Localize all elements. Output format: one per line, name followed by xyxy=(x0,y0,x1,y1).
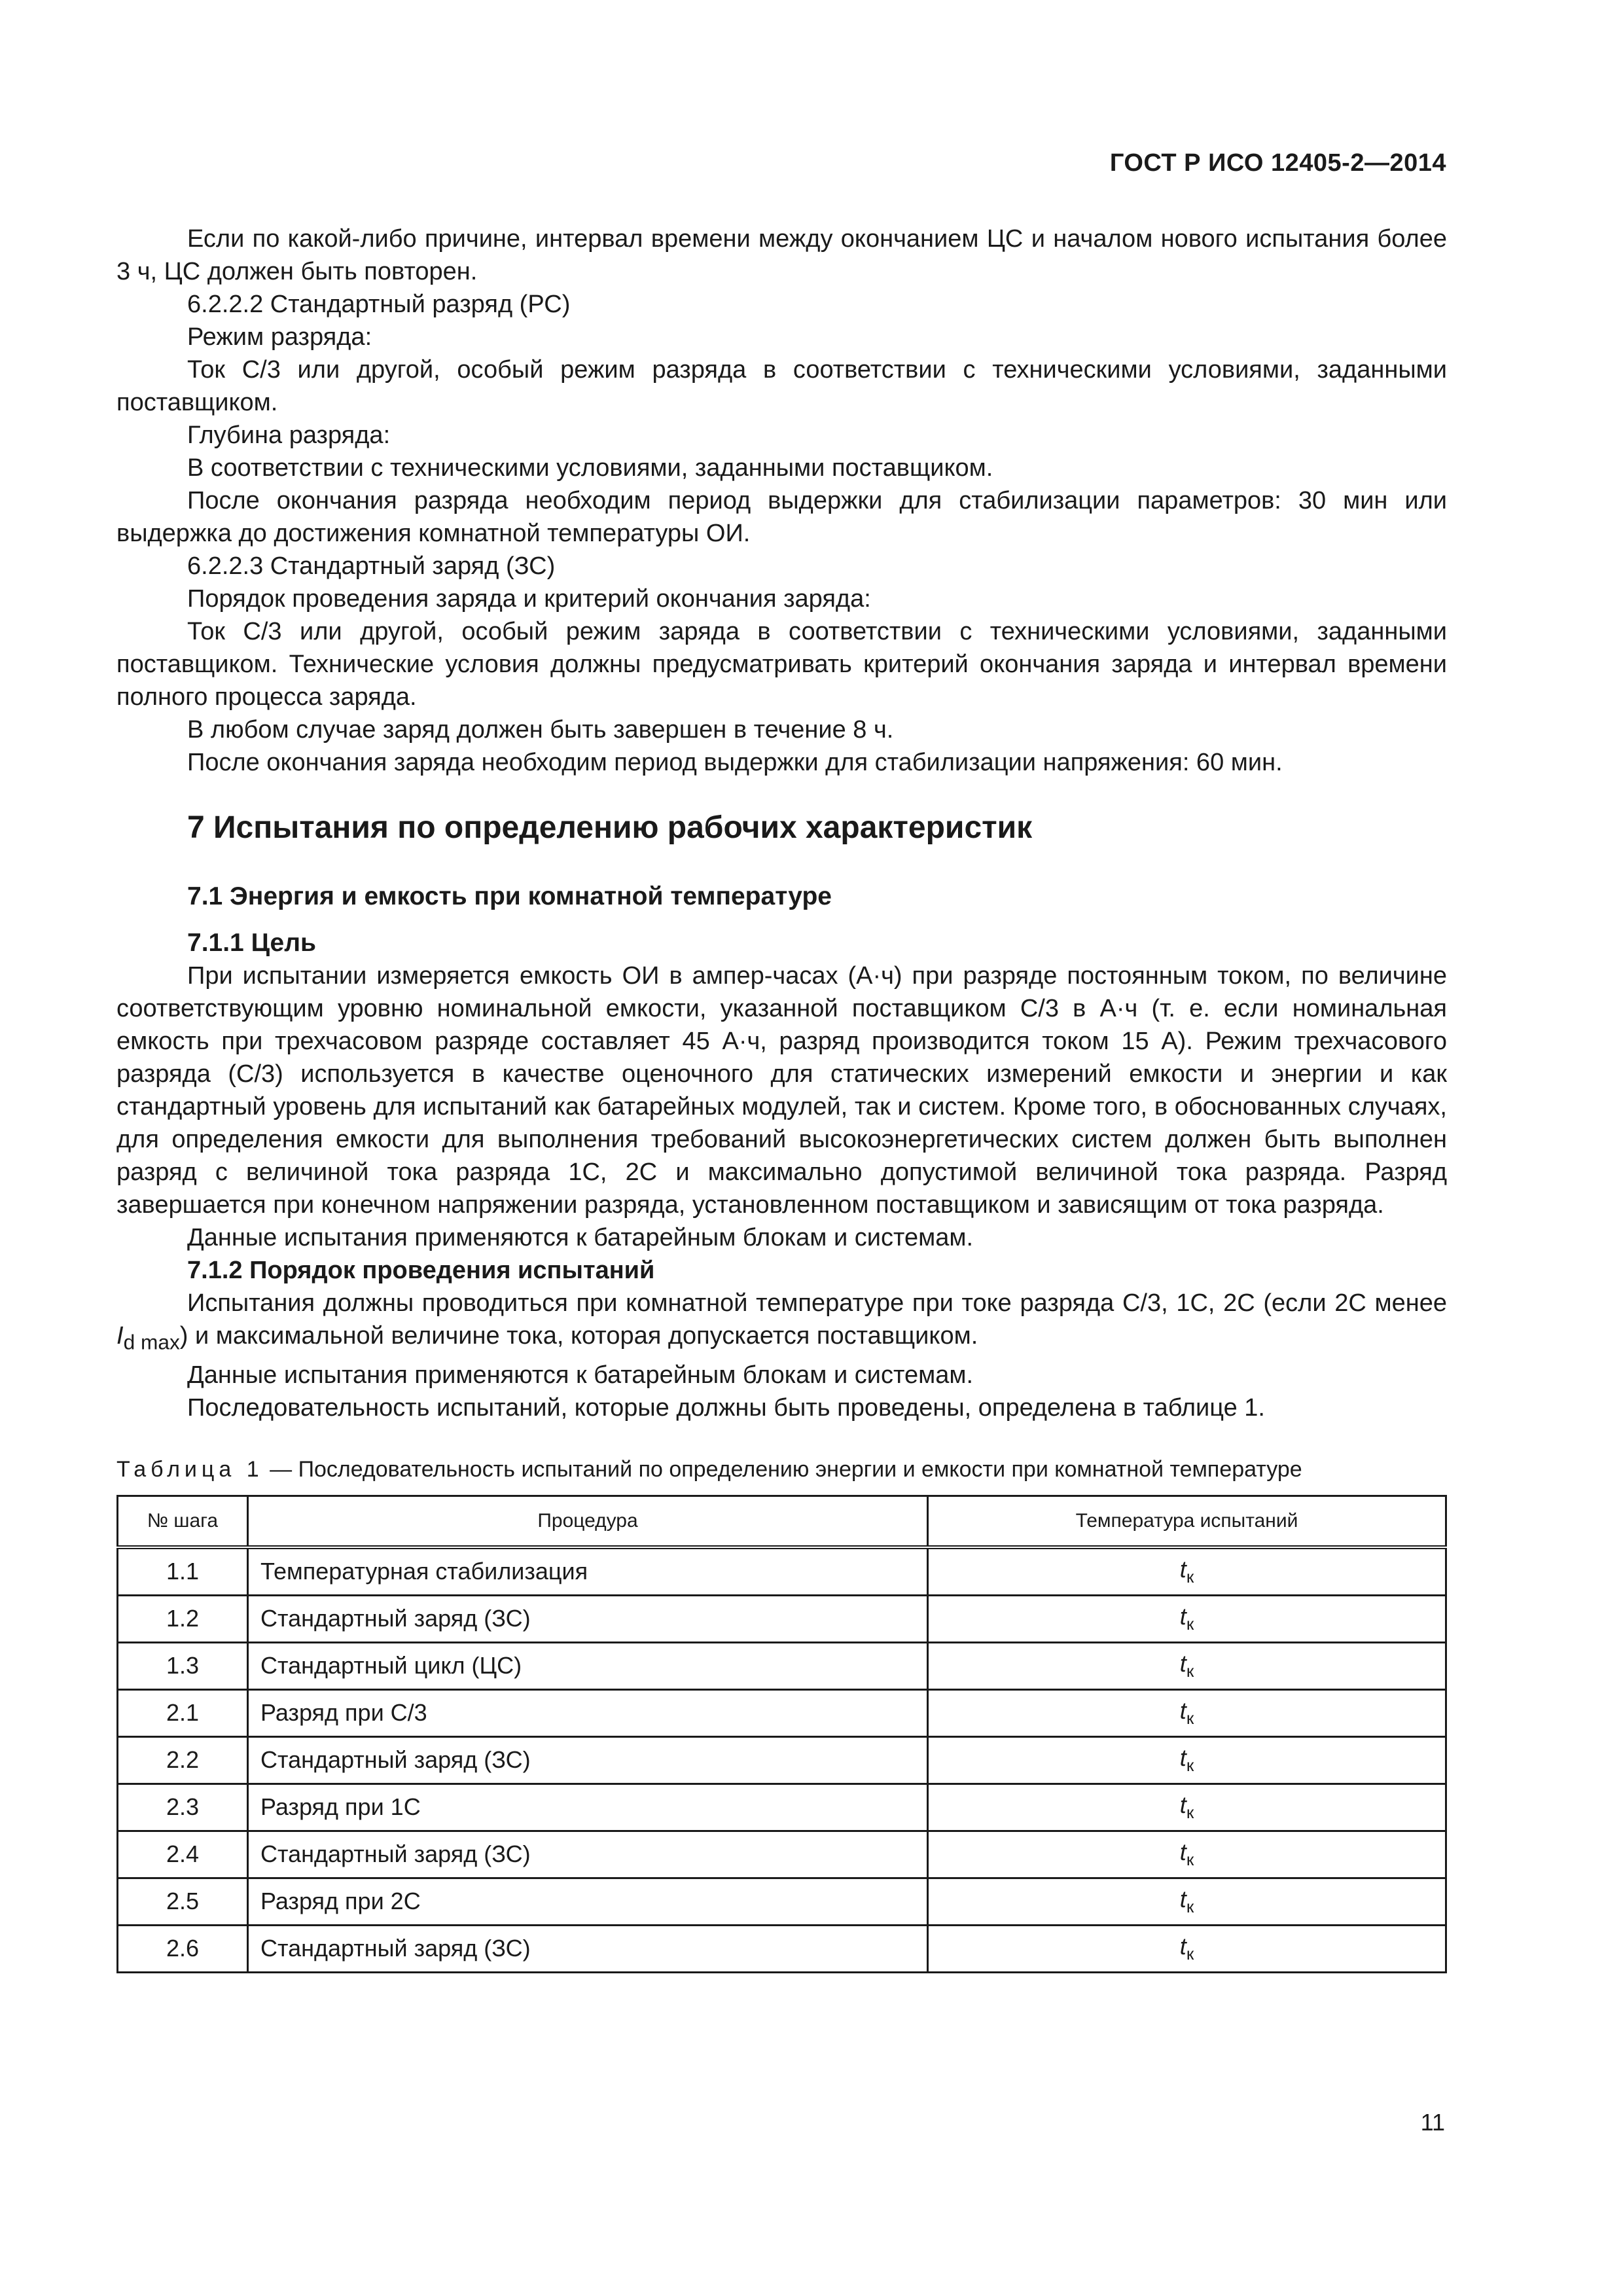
temperature-symbol-letter: t xyxy=(1179,1556,1186,1583)
clause-heading-6-2-2-3: 6.2.2.3 Стандартный заряд (ЗС) xyxy=(187,552,556,580)
temperature-symbol-letter: t xyxy=(1179,1791,1186,1818)
table-row xyxy=(118,1736,1446,1784)
temperature-symbol-letter: t xyxy=(1179,1650,1186,1677)
temperature-cell xyxy=(928,1925,1446,1972)
paragraph: В любом случае заряд должен быть завершен в течение 8 ч. xyxy=(187,716,894,744)
paragraph: Ток С/3 или другой, особый режим заряда в соответствии с техническими условиями, заданными поставщиком. Технические условия должны предусматривать критерий окончания заряда и интервал времени полного процесса заряда. xyxy=(116,618,1447,711)
procedure-cell: Стандартный заряд (ЗС) xyxy=(248,1595,928,1642)
temperature-symbol-letter: t xyxy=(1179,1603,1186,1630)
step-cell: 1.3 xyxy=(118,1642,248,1689)
document-code-header: ГОСТ Р ИСО 12405-2—2014 xyxy=(1109,149,1446,177)
procedure-cell: Стандартный цикл (ЦС) xyxy=(248,1642,928,1689)
temperature-symbol-subscript: к xyxy=(1186,1944,1194,1964)
clause-heading-6-2-2-2: 6.2.2.2 Стандартный разряд (РС) xyxy=(187,291,571,318)
procedure-cell: Стандартный заряд (ЗС) xyxy=(248,1736,928,1784)
paragraph: Последовательность испытаний, которые должны быть проведены, определена в таблице 1. xyxy=(187,1393,1265,1422)
table-caption-label: Таблица 1 xyxy=(116,1456,264,1482)
column-header-temperature: Температура испытаний xyxy=(928,1496,1446,1547)
temperature-symbol-letter: t xyxy=(1179,1839,1186,1865)
step-cell: 2.3 xyxy=(118,1784,248,1831)
temperature-cell xyxy=(928,1547,1446,1596)
page-content xyxy=(116,223,1447,1973)
temperature-symbol-subscript: к xyxy=(1186,1755,1194,1776)
current-symbol: I xyxy=(116,1322,124,1350)
temperature-symbol xyxy=(1179,1886,1194,1917)
paragraph: Порядок проведения заряда и критерий окончания заряда: xyxy=(187,585,871,613)
section-7-title: 7 Испытания по определению рабочих характеристик xyxy=(187,810,1033,845)
temperature-symbol-letter: t xyxy=(1179,1744,1186,1771)
paragraph: В соответствии с техническими условиями, заданными поставщиком. xyxy=(187,454,993,482)
table-row xyxy=(118,1642,1446,1689)
column-header-step: № шага xyxy=(118,1496,248,1547)
procedure-cell: Стандартный заряд (ЗС) xyxy=(248,1831,928,1878)
temperature-cell xyxy=(928,1642,1446,1689)
procedure-cell: Стандартный заряд (ЗС) xyxy=(248,1925,928,1972)
table-row xyxy=(118,1925,1446,1972)
temperature-symbol-subscript: к xyxy=(1186,1661,1194,1681)
temperature-cell xyxy=(928,1831,1446,1878)
table-row xyxy=(118,1689,1446,1736)
paragraph: После окончания заряда необходим период выдержки для стабилизации напряжения: 60 мин. xyxy=(187,749,1283,776)
temperature-symbol-subscript: к xyxy=(1186,1567,1194,1587)
section-7-1-title: 7.1 Энергия и емкость при комнатной температуре xyxy=(187,882,832,910)
column-header-procedure: Процедура xyxy=(248,1496,928,1547)
paragraph: Данные испытания применяются к батарейным блокам и системам. xyxy=(187,1224,974,1251)
temperature-symbol xyxy=(1179,1603,1194,1634)
temperature-symbol-letter: t xyxy=(1179,1933,1186,1960)
step-cell: 2.5 xyxy=(118,1878,248,1925)
step-cell: 1.1 xyxy=(118,1547,248,1596)
paragraph: Данные испытания применяются к батарейным блокам и системам. xyxy=(187,1361,974,1389)
temperature-symbol-subscript: к xyxy=(1186,1708,1194,1729)
table-caption xyxy=(116,1453,1447,1486)
temperature-cell xyxy=(928,1736,1446,1784)
paragraph: Если по какой-либо причине, интервал времени между окончанием ЦС и началом нового испытания более 3 ч, ЦС должен быть повторен. xyxy=(116,225,1447,285)
procedure-cell: Температурная стабилизация xyxy=(248,1547,928,1596)
table-row xyxy=(118,1784,1446,1831)
temperature-symbol xyxy=(1179,1697,1194,1729)
table-header-row xyxy=(118,1496,1446,1547)
table-row xyxy=(118,1878,1446,1925)
temperature-symbol-subscript: к xyxy=(1186,1803,1194,1823)
step-cell: 2.4 xyxy=(118,1831,248,1878)
temperature-symbol xyxy=(1179,1933,1194,1964)
temperature-symbol xyxy=(1179,1744,1194,1776)
paragraph: Режим разряда: xyxy=(187,323,372,351)
test-sequence-table xyxy=(116,1495,1447,1973)
table-caption-text: — Последовательность испытаний по определению энергии и емкости при комнатной температуре xyxy=(263,1456,1302,1482)
procedure-cell: Разряд при 1С xyxy=(248,1784,928,1831)
temperature-symbol-letter: t xyxy=(1179,1697,1186,1724)
temperature-symbol xyxy=(1179,1839,1194,1870)
page-number: 11 xyxy=(1420,2109,1445,2136)
step-cell: 2.2 xyxy=(118,1736,248,1784)
temperature-cell xyxy=(928,1595,1446,1642)
procedure-cell: Разряд при 2С xyxy=(248,1878,928,1925)
temperature-symbol-subscript: к xyxy=(1186,1850,1194,1870)
text-run: Испытания должны проводиться при комнатной температуре при токе разряда С/3, 1С, 2С (если 2С менее xyxy=(187,1289,1447,1317)
step-cell: 2.6 xyxy=(118,1925,248,1972)
table-row xyxy=(118,1547,1446,1596)
step-cell: 2.1 xyxy=(118,1689,248,1736)
temperature-symbol xyxy=(1179,1556,1194,1587)
temperature-cell xyxy=(928,1878,1446,1925)
table-row xyxy=(118,1595,1446,1642)
temperature-symbol xyxy=(1179,1791,1194,1823)
section-7-1-2-title: 7.1.2 Порядок проведения испытаний xyxy=(187,1257,655,1284)
procedure-cell: Разряд при С/3 xyxy=(248,1689,928,1736)
paragraph: Ток С/3 или другой, особый режим разряда в соответствии с техническими условиями, заданными поставщиком. xyxy=(116,356,1447,416)
temperature-cell xyxy=(928,1784,1446,1831)
text-run: ) и максимальной величине тока, которая допускается поставщиком. xyxy=(179,1322,978,1350)
paragraph: При испытании измеряется емкость ОИ в ампер-часах (А·ч) при разряде постоянным током, по величине соответствующим уровню номинальной емкости, указанной поставщиком С/3 в А·ч (т. е. если номинальная емкость при трехчасовом разряде составляет 45 А·ч, разряд производится током 15 А). Режим трехчасового разряда (С/3) используется в качестве оценочного для статических измерений емкости и энергии и как стандартный уровень для испытаний как батарейных модулей, так и систем. Кроме того, в обоснованных случаях, для определения емкости для выполнения требований высокоэнергетических систем должен быть выполнен разряд с величиной тока разряда 1С, 2С и максимально допустимой величиной тока разряда. Разряд завершается при конечном напряжении разряда, установленном поставщиком и зависящим от тока разряда. xyxy=(116,962,1447,1219)
step-cell: 1.2 xyxy=(118,1595,248,1642)
paragraph-current-range xyxy=(116,1287,1447,1359)
temperature-cell xyxy=(928,1689,1446,1736)
temperature-symbol xyxy=(1179,1650,1194,1681)
paragraph: Глубина разряда: xyxy=(187,422,391,449)
paragraph: После окончания разряда необходим период выдержки для стабилизации параметров: 30 мин или выдержка до достижения комнатной температуры ОИ. xyxy=(116,487,1447,547)
table-row xyxy=(118,1831,1446,1878)
temperature-symbol-subscript: к xyxy=(1186,1897,1194,1917)
section-7-1-1-title: 7.1.1 Цель xyxy=(187,929,316,957)
current-symbol-subscript: d max xyxy=(123,1330,180,1354)
temperature-symbol-letter: t xyxy=(1179,1886,1186,1912)
temperature-symbol-subscript: к xyxy=(1186,1614,1194,1634)
